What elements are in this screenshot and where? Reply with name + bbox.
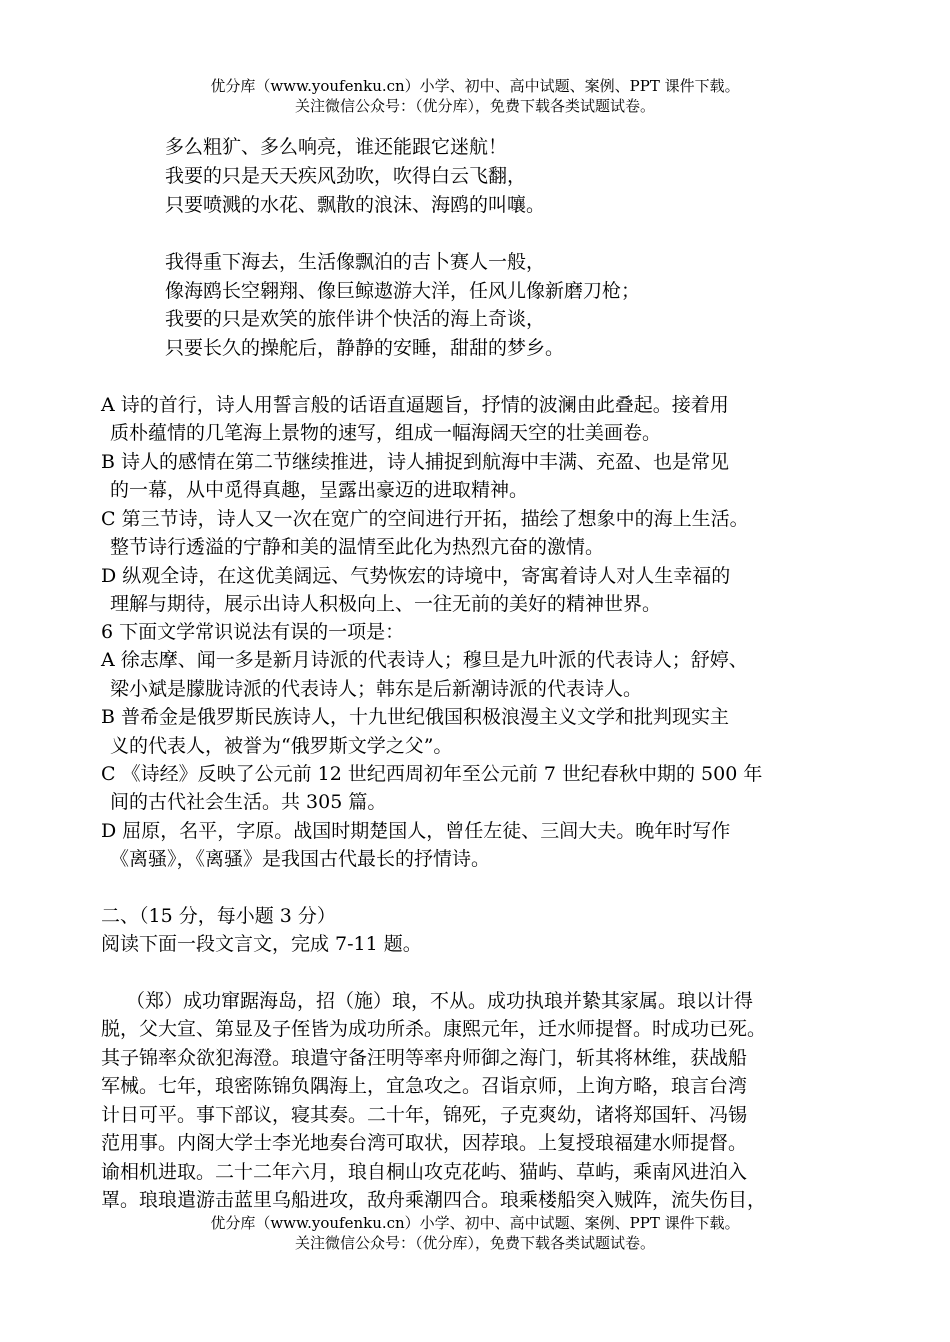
option-b-cont: 的一幕，从中觅得真趣，呈露出豪迈的进取精神。	[110, 479, 529, 501]
passage-line: 谕相机进取。二十二年六月，琅自桐山攻克花屿、猫屿、草屿，乘南风进泊入	[101, 1161, 748, 1183]
option-d-cont: 理解与期待，展示出诗人积极向上、一往无前的美好的精神世界。	[110, 593, 662, 615]
option-c-cont: 间的古代社会生活。共 305 篇。	[110, 791, 387, 813]
passage-line: 军械。七年，琅密陈锦负隅海上，宜急攻之。召诣京师，上询方略，琅言台湾	[101, 1075, 748, 1097]
poem-line: 我得重下海去，生活像飘泊的吉卜赛人一般，	[165, 251, 546, 273]
section-heading: 二、（15 分，每小题 3 分）	[101, 905, 336, 927]
passage-line: 计日可平。事下部议，寝其奏。二十年，锦死，子克爽幼，诸将郑国轩、冯锡	[101, 1104, 748, 1126]
footer-line-1: 优分库（www.youfenku.cn）小学、初中、高中试题、案例、PPT 课件下载。	[210, 1214, 740, 1232]
passage-line: 范用事。内阁大学士李光地奏台湾可取状，因荐琅。上复授琅福建水师提督。	[101, 1132, 748, 1154]
option-d: D 纵观全诗，在这优美阔远、气势恢宏的诗境中，寄寓着诗人对人生幸福的	[101, 565, 731, 587]
poem-line: 像海鸥长空翱翔、像巨鲸遨游大洋，任风儿像新磨刀枪；	[165, 280, 641, 302]
section-instruction: 阅读下面一段文言文，完成 7-11 题。	[101, 933, 422, 955]
option-d-cont: 《离骚》，《离骚》是我国古代最长的抒情诗。	[110, 848, 491, 870]
option-a: A 诗的首行，诗人用誓言般的话语直逼题旨，抒情的波澜由此叠起。接着用	[101, 394, 729, 416]
footer-line-2: 关注微信公众号：（优分库），免费下载各类试题试卷。	[294, 1234, 655, 1252]
question-stem: 6 下面文学常识说法有误的一项是：	[101, 621, 405, 643]
option-b: B 诗人的感情在第二节继续推进，诗人捕捉到航海中丰满、充盈、也是常见	[101, 451, 730, 473]
passage-line: 罩。琅琅遣游击蓝里乌船进攻，敌舟乘潮四合。琅乘楼船突入贼阵，流失伤目，	[101, 1189, 767, 1211]
option-c: C 第三节诗，诗人又一次在宽广的空间进行开拓，描绘了想象中的海上生活。	[101, 508, 749, 530]
passage-line: 脱，父大宣、第显及子侄皆为成功所杀。康熙元年，迁水师提督。时成功已死。	[101, 1018, 767, 1040]
poem-line: 多么粗犷、多么响亮，谁还能跟它迷航！	[165, 136, 508, 158]
passage-line: （郑）成功窜踞海岛，招（施）琅，不从。成功执琅并絷其家属。琅以计得	[126, 990, 754, 1012]
option-a-cont: 梁小斌是朦胧诗派的代表诗人；韩东是后新潮诗派的代表诗人。	[110, 678, 643, 700]
option-c: C 《诗经》反映了公元前 12 世纪西周初年至公元前 7 世纪春秋中期的 500 年	[101, 763, 763, 785]
header-line-1: 优分库（www.youfenku.cn）小学、初中、高中试题、案例、PPT 课件下载。	[210, 77, 740, 95]
option-c-cont: 整节诗行透溢的宁静和美的温情至此化为热烈亢奋的激情。	[110, 536, 605, 558]
poem-line: 我要的只是欢笑的旅伴讲个快活的海上奇谈，	[165, 308, 546, 330]
option-b-cont: 义的代表人，被誉为“俄罗斯文学之父”。	[110, 735, 453, 757]
poem-line: 只要喷溅的水花、飘散的浪沫、海鸥的叫嚷。	[165, 194, 546, 216]
header-line-2: 关注微信公众号：（优分库），免费下载各类试题试卷。	[294, 97, 655, 115]
option-b: B 普希金是俄罗斯民族诗人，十九世纪俄国积极浪漫主义文学和批判现实主	[101, 706, 730, 728]
option-a-cont: 质朴蕴情的几笔海上景物的速写，组成一幅海阔天空的壮美画卷。	[110, 422, 662, 444]
option-a: A 徐志摩、闻一多是新月诗派的代表诗人；穆旦是九叶派的代表诗人；舒婷、	[101, 649, 748, 671]
poem-line: 只要长久的操舵后，静静的安睡，甜甜的梦乡。	[165, 337, 565, 359]
option-d: D 屈原，名平，字原。战国时期楚国人，曾任左徒、三闾大夫。晚年时写作	[101, 820, 731, 842]
poem-line: 我要的只是天天疾风劲吹，吹得白云飞翻，	[165, 165, 527, 187]
passage-line: 其子锦率众欲犯海澄。琅遣守备汪明等率舟师御之海门，斩其将林维，获战船	[101, 1047, 748, 1069]
